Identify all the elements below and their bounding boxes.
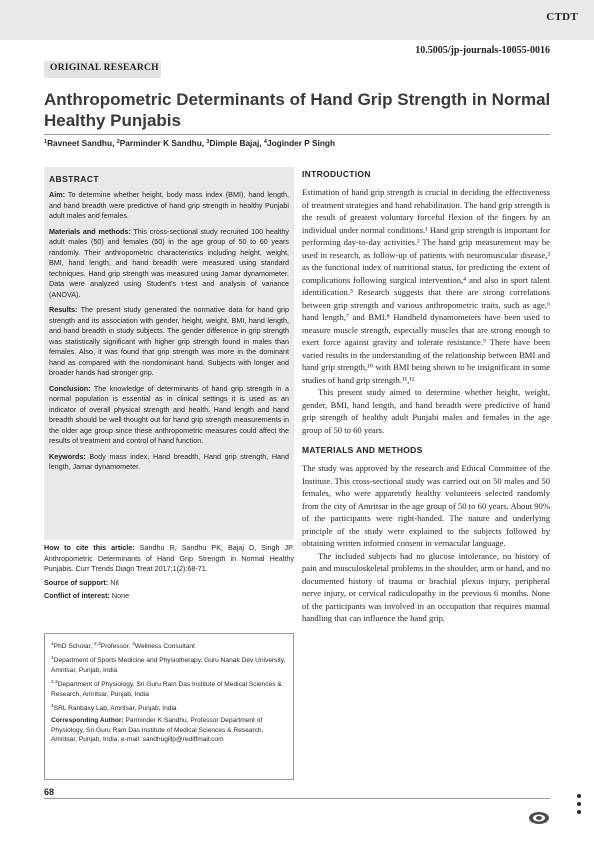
corr-label: Corresponding Author:	[51, 717, 124, 725]
intro-paragraph: Estimation of hand grip strength is crucial in deciding the effectiveness of treatment strategies and hand rehabilitation. The hand grip strength is the result of greatest voluntary forceful flexion of the fingers by an individual under normal conditions.¹ Hand grip strength is important for performing day-to-day activities.² The hand grip measurement may be used in research, as follow-up of patients with neuromuscular disease,³ as the functional index of nutritional status, for predicting the extent of complications following surgical intervention,⁴ and also in sport talent identification.⁵ Research suggests that there are strong correlations between grip strength and various anthropometric traits, such as age,⁶ hand length,⁷ and BMI.⁸ Handheld dynamometers have been used to measure muscle strength, especially muscles that are strong enough to exert force against gravity and tolerate resistance.⁹ There have been varied results in the understanding of the relationship between BMI and hand grip strength,¹⁰ with BMI being shown to be insignificant in some studies of hand grip strength.¹¹,¹²	[302, 187, 550, 385]
abstract-methods	[49, 227, 289, 301]
author-sup: 4	[263, 139, 267, 145]
cite-label: How to cite this article:	[44, 543, 135, 552]
role-text: Wellness Consultant	[134, 643, 195, 650]
article-meta	[44, 543, 294, 605]
aim-text: To determine whether height, body mass index (BMI), hand length, and hand breadth were predictive of hand grip strength in healthy Punjabi adult males and females.	[49, 190, 289, 220]
side-marker-icon	[571, 790, 587, 820]
results-text: The present study generated the normative data for hand grip strength and its association with gender, height, weight, BMI, hand length, and hand breadth in study subjects. The gender difference in grip strength was statistically significant with higher grip strength found in males than females. Also, it was found that grip strength was more in the dominant hand as compared with the nondominant hand. Subjects with longer and broader hands had stronger grip.	[49, 305, 289, 377]
author-roles	[51, 640, 287, 651]
conflict-value: None	[111, 591, 130, 600]
role-sup: 2,3	[94, 642, 101, 647]
author-name: Parminder K Sandhu,	[119, 138, 207, 148]
results-label: Results:	[49, 305, 78, 314]
methods-paragraph: The included subjects had no glucose intolerance, no history of pain and musculoskeletal problems in the shoulder, arm or hand, and no documented history of trauma or brachial plexus injury, peripheral nerve injury, or cervical radiculopathy in the previous 6 months. None of the participants was involved in an occupation that requires manual handling that can influence the hand grip.	[302, 550, 550, 623]
section-tag: ORIGINAL RESEARCH	[44, 61, 161, 78]
publisher-logo-icon	[528, 811, 550, 825]
conflict-of-interest	[44, 591, 294, 602]
keywords-label: Keywords:	[49, 451, 86, 461]
footer-divider	[44, 798, 550, 799]
abstract-keywords	[49, 452, 289, 473]
affiliation-item	[51, 654, 287, 675]
affiliation-text: Department of Sports Medicine and Physiotherapy, Guru Nanak Dev University, Amritsar, Punjab, India	[51, 657, 286, 674]
abstract-conclusion	[49, 384, 289, 447]
article-title: Anthropometric Determinants of Hand Grip Strength in Normal Healthy Punjabis	[44, 90, 551, 130]
affiliation-item	[51, 678, 287, 699]
role-text: PhD Scholar,	[53, 643, 94, 650]
citation	[44, 543, 294, 575]
author-list	[44, 138, 335, 148]
methods-text: This cross-sectional study recruited 100 healthy adult males (50) and females (50) in the age group of 50 to 60 years randomly. Their anthropometric characteristics including height, weight, BMI, hand length, and hand breadth were measured using standard techniques. Hand grip strength was measured using Jamar dynamometer. Data were analyzed using Student's t-test and analysis of variance (ANOVA).	[49, 226, 289, 299]
affiliation-sup: 4	[51, 704, 54, 710]
conflict-label: Conflict of interest:	[44, 591, 110, 600]
keywords-text: Body mass index, Hand breadth, Hand grip strength, Hand length, Jamar dynamometer.	[49, 451, 290, 471]
role-sup: 4	[132, 642, 135, 647]
author-name: Joginder P Singh	[266, 138, 336, 148]
role-text: Professor,	[100, 643, 133, 650]
intro-paragraph: This present study aimed to determine whether height, weight, gender, BMI, hand length, and hand breadth were predictive of hand grip strength of healthy adult Punjabi males and females in the age group of 50 to 60 years.	[302, 387, 550, 435]
author-sup: 1	[44, 139, 48, 145]
left-column	[44, 167, 294, 540]
author-sup: 3	[206, 139, 210, 145]
methods-heading: MATERIALS AND METHODS	[302, 445, 423, 455]
author-name: Dimple Bajaj,	[209, 138, 264, 148]
conclusion-text: The knowledge of determinants of hand grip strength in a normal population is essential as in clinical settings it is used as an indicator of overall physical strength and health. Hand length and hand breadth should be well thought out for hand grip strength measurements in the older age group since these anthropometric measures could affect the results of treatment and control of hand function.	[49, 383, 290, 445]
abstract-aim	[49, 190, 289, 222]
abstract-results	[49, 305, 289, 379]
role-sup: 1	[51, 642, 54, 647]
affiliation-sup: 1	[51, 656, 54, 662]
conclusion-label: Conclusion:	[49, 383, 91, 393]
introduction-heading: INTRODUCTION	[302, 169, 371, 179]
support-label: Source of support:	[44, 577, 109, 587]
source-of-support	[44, 578, 294, 589]
affiliation-text: Department of Physiology, Sri Guru Ram Das Institute of Medical Sciences & Research, Amritsar, Punjab, India	[51, 681, 282, 698]
author-name: Ravneet Sandhu,	[47, 138, 117, 148]
journal-abbrev: CTDT	[546, 11, 578, 23]
cite-text: Sandhu R, Sandhu PK, Bajaj D, Singh JP. Anthropometric Determinants of Hand Grip Strength in Normal Healthy Punjabis. Curr Trends Diagn Treat 2017;1(2):68-71.	[44, 543, 294, 573]
right-column	[302, 169, 550, 625]
aim-label: Aim:	[49, 190, 65, 199]
affiliation-sup: 2,3	[51, 680, 58, 686]
corresponding-author	[51, 716, 287, 744]
author-sup: 2	[116, 139, 120, 145]
methods-paragraph: The study was approved by the research and Ethical Committee of the Institute. This cross-sectional study was carried out on 50 males and 50 females, who were apparently healthy volunteers selected randomly from the city of Amritsar in the age group of 50 to 60 years. About 90% of the participants were right-handed. The nature and underlying principle of the study were explained to the subjects followed by obtaining written informed consent in vernacular language.	[302, 463, 550, 548]
corr-text: Parminder K Sandhu, Professor Department of Physiology, Sri Guru Ram Das Institute of Medical Sciences & Research, Amritsar, Punjab, India, e-mail: sandhugillp@rediffmail.com	[51, 717, 264, 744]
header-band	[0, 0, 594, 40]
methods-label: Materials and methods:	[49, 226, 131, 236]
doi[interactable]: 10.5005/jp-journals-10055-0016	[415, 45, 550, 56]
support-value: Nil	[110, 577, 119, 587]
affiliation-text: SRL Ranbaxy Lab, Amritsar, Punjab, India	[53, 705, 177, 713]
title-divider	[44, 134, 550, 135]
affiliation-item	[51, 702, 287, 713]
affiliations-box	[44, 633, 294, 780]
abstract-box	[44, 167, 294, 540]
page-number: 68	[44, 787, 55, 797]
abstract-heading: ABSTRACT	[49, 174, 99, 184]
